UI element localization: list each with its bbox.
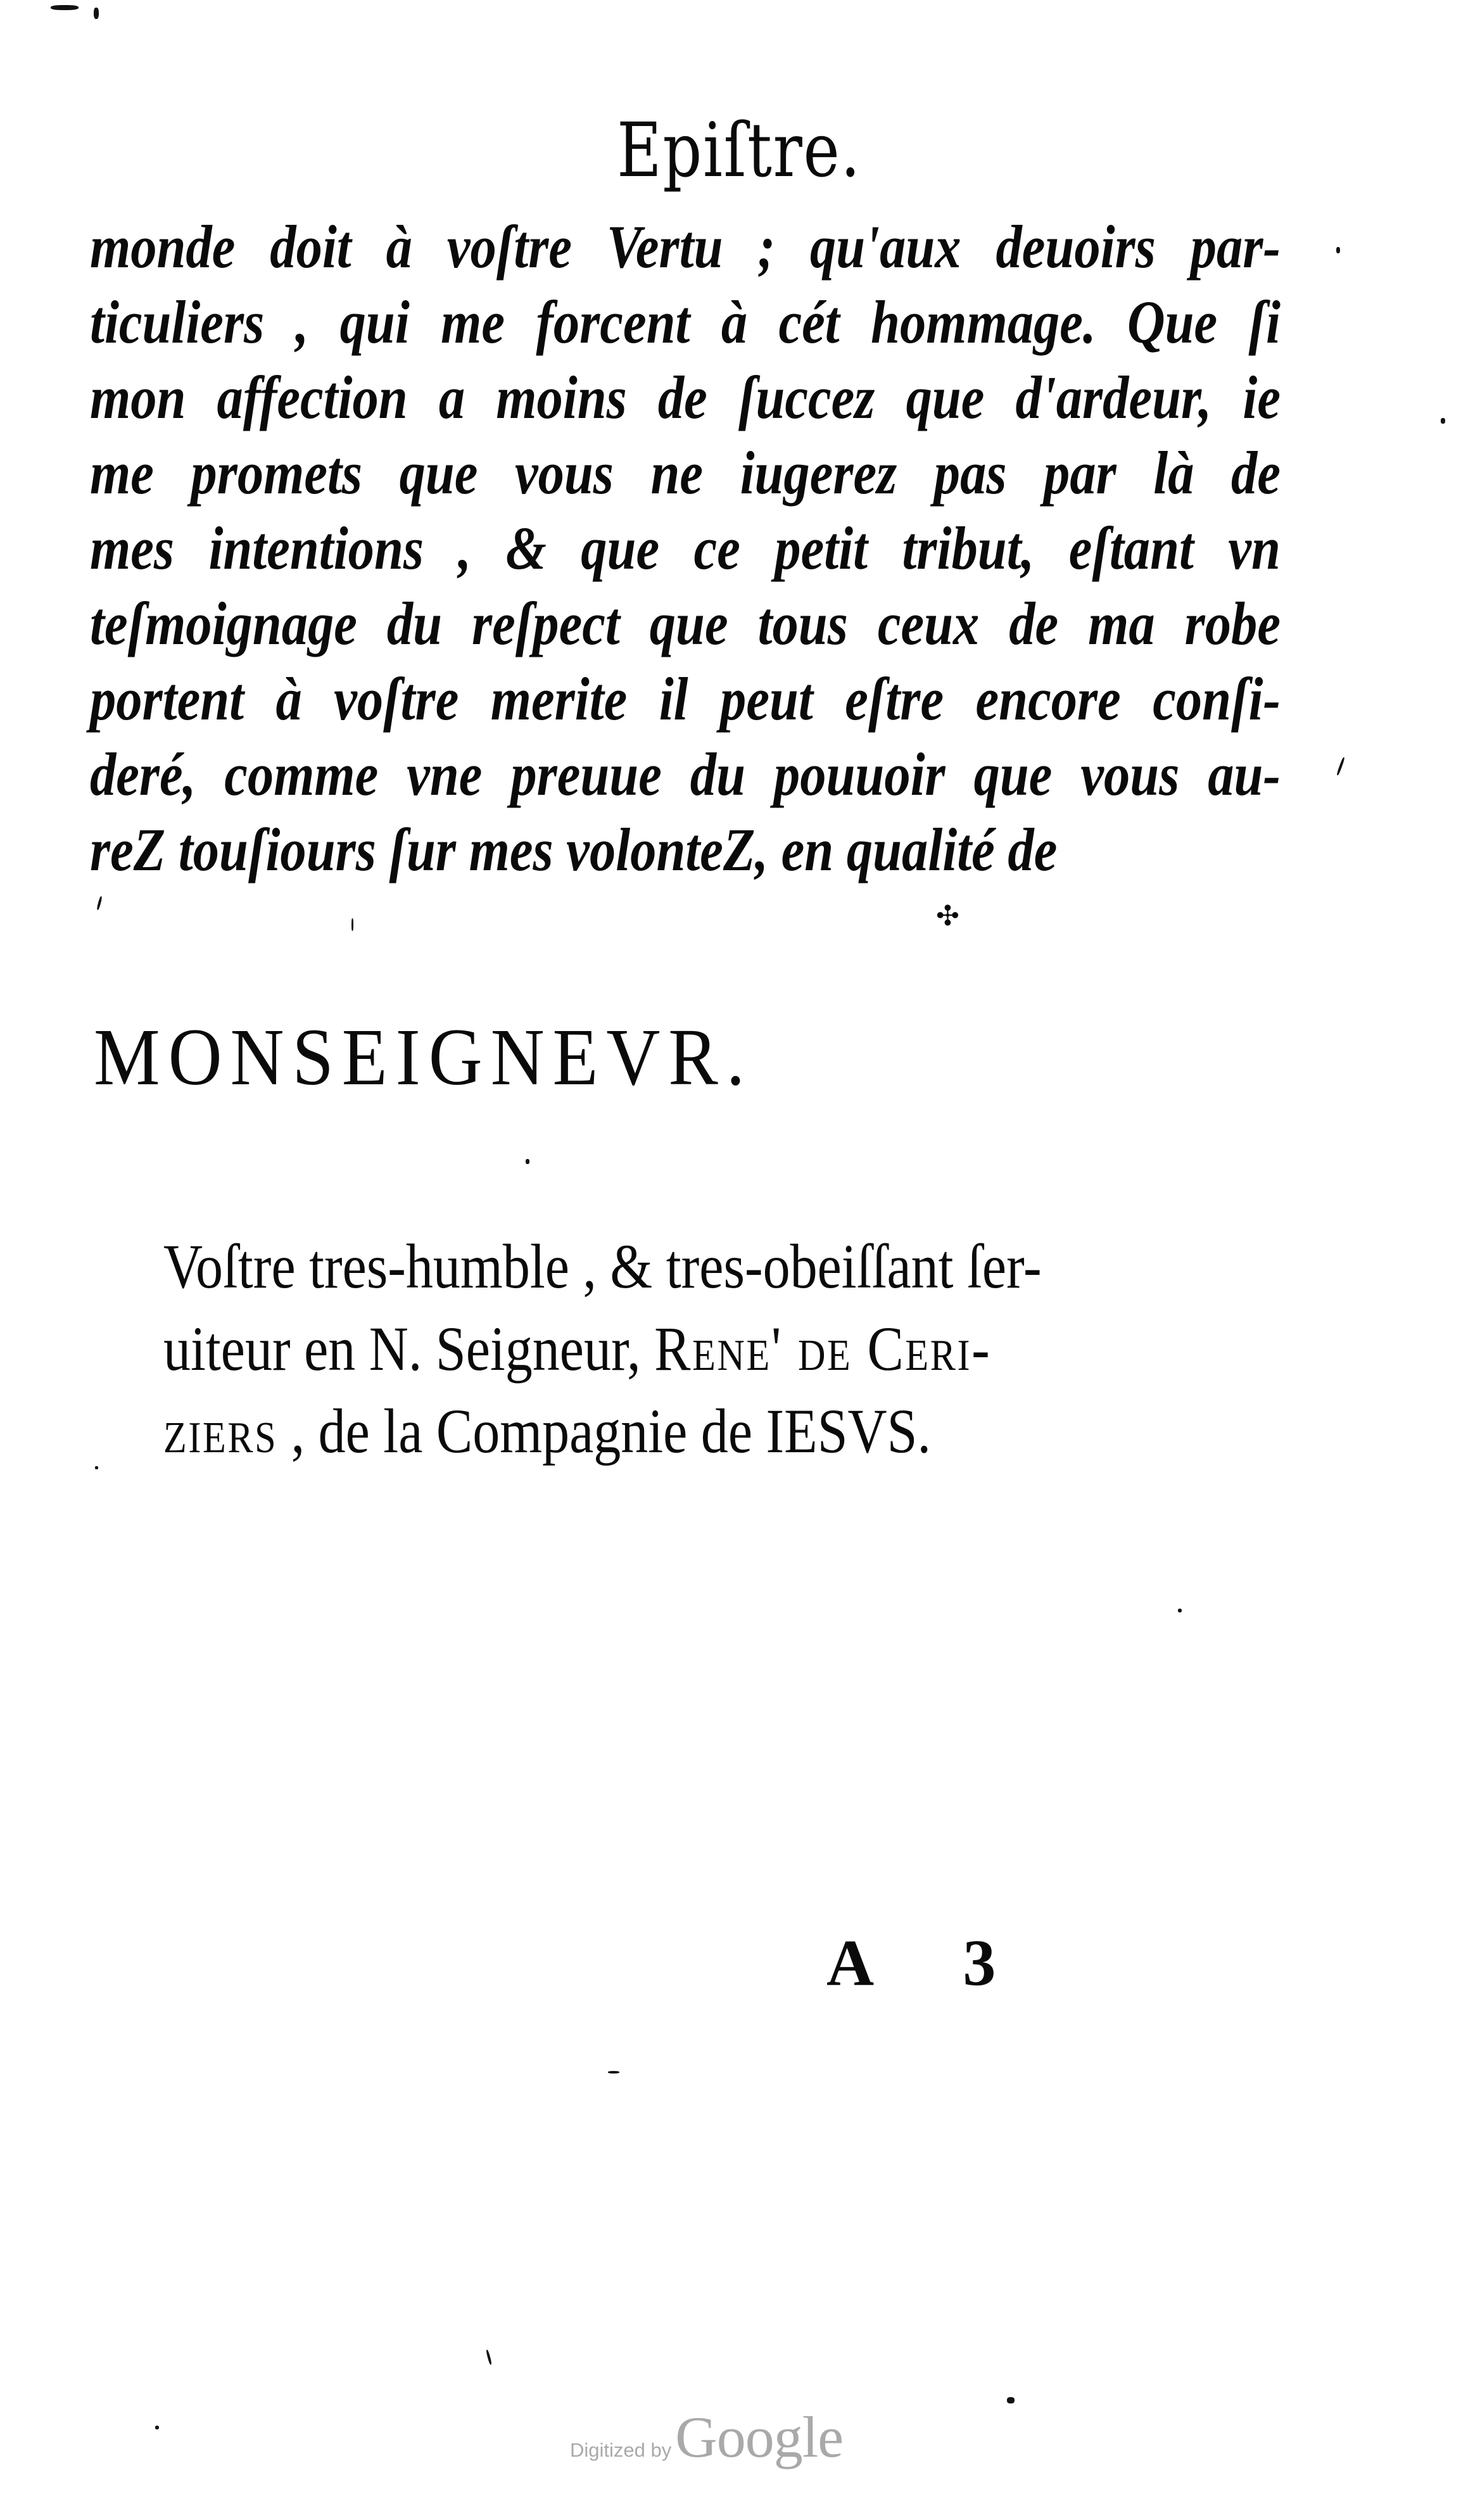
body-line: portent à voſtre merite il peut eſtre encore conſi- xyxy=(90,665,1281,733)
scan-speck xyxy=(95,1466,98,1469)
author-name: Rene' de Ceri- xyxy=(654,1314,992,1384)
signature-letter: A xyxy=(826,1927,871,1999)
signature-text: uiteur en N. Seigneur, xyxy=(163,1314,655,1384)
scan-speck xyxy=(608,2071,619,2074)
scan-speck xyxy=(1336,757,1345,776)
scan-speck xyxy=(1178,1609,1182,1612)
author-signature xyxy=(163,1225,1291,1472)
body-line: mon affection a moins de ſuccez que d'ardeur, ie xyxy=(90,364,1281,431)
scan-speck xyxy=(526,1159,529,1164)
body-line: ticuliers , qui me forcent à cét hommage. Que ſi xyxy=(90,288,1281,356)
body-line: mes intentions , & que ce petit tribut, eſtant vn xyxy=(90,514,1281,582)
signature-line xyxy=(163,1390,1133,1472)
scan-speck xyxy=(155,2426,159,2429)
body-line: reZ touſiours ſur mes volonteZ, en qualité de xyxy=(90,816,1058,883)
scan-speck xyxy=(486,2350,492,2365)
signature-number: 3 xyxy=(963,1927,996,1999)
scan-speck xyxy=(1336,247,1340,253)
watermark-prefix: Digitized by xyxy=(570,2439,672,2461)
signature-line xyxy=(163,1308,1133,1390)
body-line: monde doit à voſtre Vertu ; qu'aux deuoirs par- xyxy=(90,213,1281,281)
signature-text: , de la Compagnie de IESVS. xyxy=(277,1396,931,1466)
digitization-watermark xyxy=(570,2403,843,2471)
scan-speck xyxy=(351,918,353,931)
salutation: MONSEIGNEVR. xyxy=(94,1012,754,1102)
body-line: deré, comme vne preuue du pouuoir que vous au- xyxy=(90,740,1281,808)
google-logo: Google xyxy=(675,2405,844,2469)
author-name-end: ziers xyxy=(163,1396,278,1466)
running-header: Epiſtre. xyxy=(617,106,861,194)
signature-line: Voſtre tres-humble , & tres-obeiſſant ſer- xyxy=(163,1231,1042,1301)
printer-signature-mark xyxy=(826,1927,996,1999)
scan-speck xyxy=(1007,2397,1015,2403)
body-line: teſmoignage du reſpect que tous ceux de ma robe xyxy=(90,590,1281,657)
scan-speck xyxy=(51,5,79,10)
body-line: me promets que vous ne iugerez pas par là de xyxy=(90,439,1281,507)
scan-speck xyxy=(1441,418,1445,424)
fleuron-ornament-icon: ✣ xyxy=(936,900,959,932)
scan-speck xyxy=(94,8,99,19)
epistle-body xyxy=(90,209,1281,887)
scan-speck xyxy=(96,896,103,910)
